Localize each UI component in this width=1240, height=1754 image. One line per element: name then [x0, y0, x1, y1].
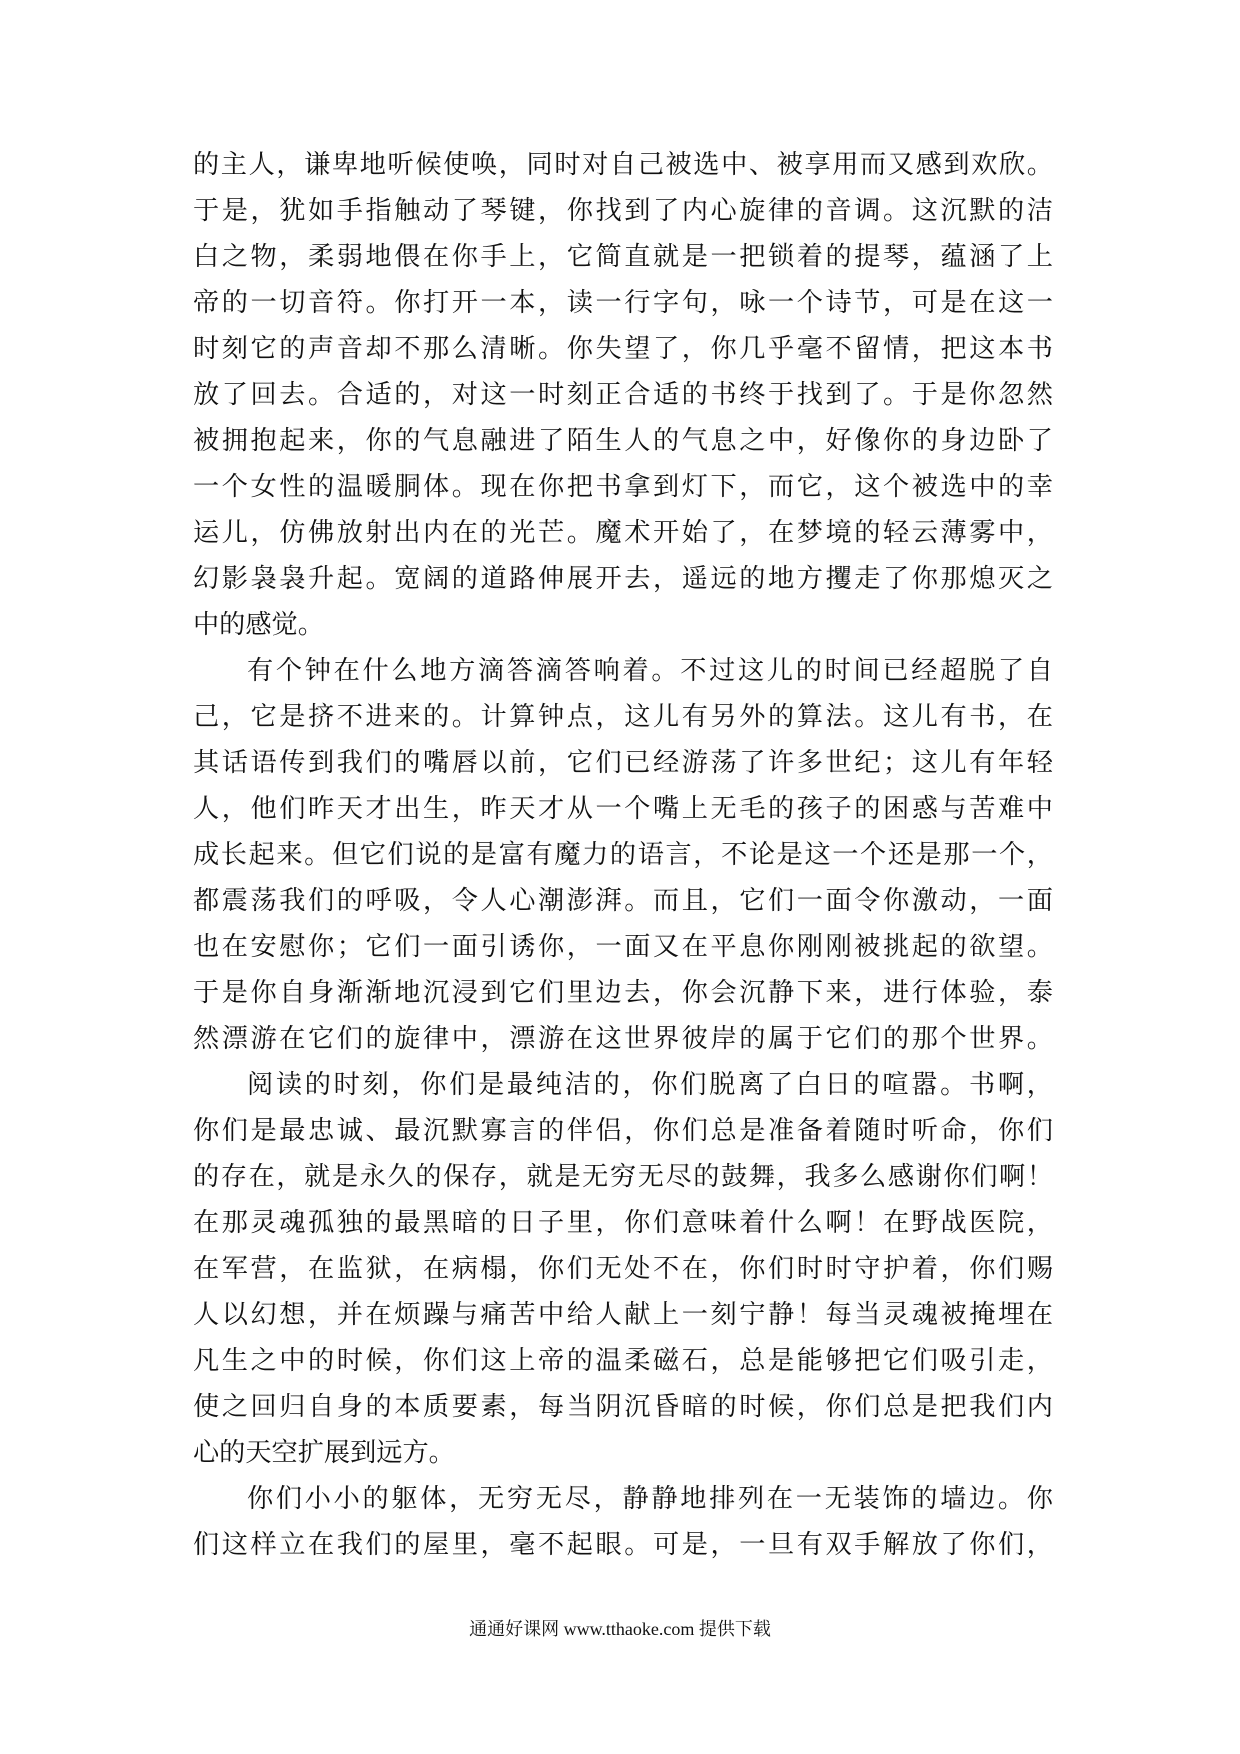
- text-line: 人，他们昨天才出生，昨天才从一个嘴上无毛的孩子的困惑与苦难中: [193, 794, 1053, 824]
- text-line: 被拥抱起来，你的气息融进了陌生人的气息之中，好像你的身边卧了: [193, 426, 1053, 456]
- text-line: 白之物，柔弱地偎在你手上，它简直就是一把锁着的提琴，蕴涵了上: [193, 242, 1053, 272]
- text-line: 凡生之中的时候，你们这上帝的温柔磁石，总是能够把它们吸引走，: [193, 1346, 1053, 1376]
- text-line: 的主人，谦卑地听候使唤，同时对自己被选中、被享用而又感到欢欣。: [193, 150, 1053, 180]
- text-line: 也在安慰你；它们一面引诱你，一面又在平息你刚刚被挑起的欲望。: [193, 932, 1053, 962]
- text-line: 使之回归自身的本质要素，每当阴沉昏暗的时候，你们总是把我们内: [193, 1392, 1053, 1422]
- text-line: 中的感觉。: [193, 610, 324, 640]
- text-line: 于是，犹如手指触动了琴键，你找到了内心旋律的音调。这沉默的洁: [193, 196, 1053, 226]
- text-line: 帝的一切音符。你打开一本，读一行字句，咏一个诗节，可是在这一: [193, 288, 1053, 318]
- page-footer: 通通好课网 www.tthaoke.com 提供下载: [469, 1619, 771, 1639]
- text-line: 幻影袅袅升起。宽阔的道路伸展开去，遥远的地方攫走了你那熄灭之: [193, 564, 1053, 594]
- text-line: 你们是最忠诚、最沉默寡言的伴侣，你们总是准备着随时听命，你们: [193, 1116, 1053, 1146]
- text-line: 在那灵魂孤独的最黑暗的日子里，你们意味着什么啊！在野战医院，: [193, 1208, 1053, 1238]
- text-line: 的存在，就是永久的保存，就是无穷无尽的鼓舞，我多么感谢你们啊！: [193, 1162, 1053, 1192]
- text-line: 运儿，仿佛放射出内在的光芒。魔术开始了，在梦境的轻云薄雾中，: [193, 518, 1053, 548]
- text-line: 人以幻想，并在烦躁与痛苦中给人献上一刻宁静！每当灵魂被掩埋在: [193, 1300, 1053, 1330]
- text-line: 己，它是挤不进来的。计算钟点，这儿有另外的算法。这儿有书，在: [193, 702, 1053, 732]
- text-line: 放了回去。合适的，对这一时刻正合适的书终于找到了。于是你忽然: [193, 380, 1053, 410]
- paragraph-first-line: 你们小小的躯体，无穷无尽，静静地排列在一无装饰的墙边。你: [247, 1484, 1053, 1514]
- text-line: 都震荡我们的呼吸，令人心潮澎湃。而且，它们一面令你激动，一面: [193, 886, 1053, 916]
- paragraph-first-line: 阅读的时刻，你们是最纯洁的，你们脱离了白日的喧嚣。书啊，: [247, 1070, 1053, 1100]
- text-line: 在军营，在监狱，在病榻，你们无处不在，你们时时守护着，你们赐: [193, 1254, 1053, 1284]
- text-line: 然漂游在它们的旋律中，漂游在这世界彼岸的属于它们的那个世界。: [193, 1024, 1053, 1054]
- text-line: 于是你自身渐渐地沉浸到它们里边去，你会沉静下来，进行体验，泰: [193, 978, 1053, 1008]
- text-line: 其话语传到我们的嘴唇以前，它们已经游荡了许多世纪；这儿有年轻: [193, 748, 1053, 778]
- text-line: 心的天空扩展到远方。: [193, 1438, 455, 1468]
- text-line: 时刻它的声音却不那么清晰。你失望了，你几乎毫不留情，把这本书: [193, 334, 1053, 364]
- text-line: 们这样立在我们的屋里，毫不起眼。可是，一旦有双手解放了你们，: [193, 1530, 1053, 1560]
- text-line: 成长起来。但它们说的是富有魔力的语言，不论是这一个还是那一个，: [193, 840, 1053, 870]
- paragraph-first-line: 有个钟在什么地方滴答滴答响着。不过这儿的时间已经超脱了自: [247, 656, 1053, 686]
- text-line: 一个女性的温暖胴体。现在你把书拿到灯下，而它，这个被选中的幸: [193, 472, 1053, 502]
